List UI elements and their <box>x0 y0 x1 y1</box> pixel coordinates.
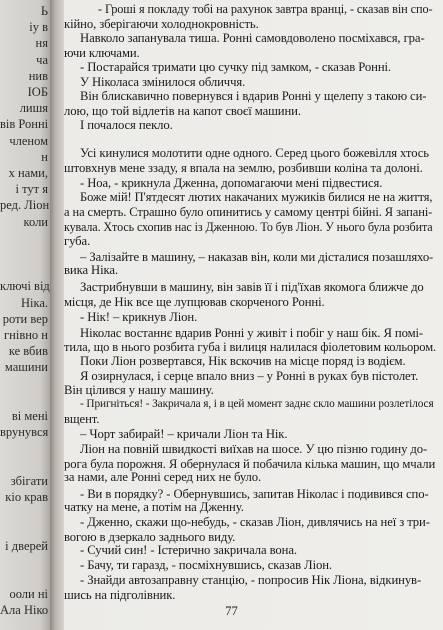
left-page-line: Ніка. <box>20 295 48 310</box>
text-line: Він цілився у нашу машину. <box>64 383 214 397</box>
left-page-line: Ала Ніко <box>0 603 49 618</box>
left-page-line: вів Ронні <box>0 117 49 132</box>
left-page-line: ві мені <box>11 409 48 423</box>
text-line: ючи ключами. <box>64 46 140 60</box>
text-line: - Нік! – крикнув Ліон. <box>80 310 198 324</box>
left-page-line: кіо крав <box>5 490 48 504</box>
left-page-line: лишя <box>19 101 48 116</box>
text-line: Боже мій! П'ятдесят лютих накачаних мужиків билися не на життя, <box>80 190 433 204</box>
left-page-line: ІОБ <box>27 85 48 99</box>
text-line: - Постарайся тримати цю сучку під замком, - сказав Ронні. <box>80 60 392 74</box>
text-line: - Бачу, ти гаразд, - посміхнувшись, сказав Ліон. <box>80 558 332 572</box>
book-gutter <box>50 0 64 630</box>
text-line: І почалося пекло. <box>80 118 173 132</box>
text-line: - Ви в порядку? - Обернувшись, запитав Ніколас і подивився спо- <box>80 487 429 501</box>
left-page-line: ня <box>35 36 48 51</box>
text-line: Він блискавично повернувся і вдарив Ронні у щелепу з такою си- <box>80 89 427 103</box>
text-line: - Сучий син! - Істерично закричала вона. <box>80 543 297 557</box>
text-line: У Ніколаса змінилося обличчя. <box>80 75 246 89</box>
text-line: Усі кинулися молотити одне одного. Серед цього божевілля хтось <box>80 146 429 160</box>
text-line: вогою в дзеркало заднього виду. <box>64 530 236 544</box>
text-line: - Дженно, скажи що-небудь, - сказав Ліон, дивлячись на неї з три- <box>80 515 430 529</box>
left-page-line: машини <box>4 360 48 375</box>
left-page-line: іу в <box>29 20 48 35</box>
text-line: Застрибнувши в машину, він завів її і під'їхав якомога ближче до <box>80 280 424 294</box>
text-line: – Залізайте в машину, – наказав він, коли ми дісталися позашляхо- <box>80 250 434 264</box>
left-page-line: ча <box>36 52 48 67</box>
text-line: за нами, але Ронні серед них не було. <box>64 470 262 484</box>
left-page-line: гнівно н <box>4 328 48 342</box>
text-line: - Гроші я покладу тобі на рахунок завтра вранці, - сказав він спо- <box>98 2 433 16</box>
text-line: місця, де Нік все ще лупцював скорченого Ронні. <box>64 295 325 309</box>
text-line: вика Ніка. <box>64 263 119 277</box>
page-number: 77 <box>225 604 238 618</box>
text-line: – Чорт забирай! – кричали Ліон та Нік. <box>80 427 288 441</box>
text-line: кійно, зберігаючи холоднокровність. <box>64 17 259 31</box>
left-page-line: коли <box>23 214 48 229</box>
text-line: Навколо запанувала тиша. Ронні самовдоволено посміхався, гра- <box>80 31 425 45</box>
text-line: Поки Ліон розвертався, Нік вскочив на місце поряд із водієм. <box>80 354 406 368</box>
text-line: Я озирнулася, і серце впало вниз – у Ронні в руках був пістолет. <box>80 369 419 383</box>
left-page-line: н <box>41 149 48 164</box>
text-line: рога була порожня. Я обернулася й побачила кілька машин, що мчали <box>64 457 436 471</box>
text-line: - Знайди автозаправну станцію, - попросив Нік Ліона, відкинув- <box>80 573 422 587</box>
left-page-line: роти вер <box>2 311 48 326</box>
text-line: штовхнув мене ззаду, я впала на землю, розбивши коліна та долоні. <box>64 161 423 175</box>
left-page-line: членом <box>9 133 48 148</box>
left-page-fragment <box>0 0 52 630</box>
left-page-line: ооли ні <box>9 587 48 602</box>
text-line: лою, що той відлетів на капот своєї машини. <box>64 104 301 118</box>
text-line: - Ноа, - крикнула Дженна, допомагаючи мені підвестися. <box>80 176 383 190</box>
left-page-line: і дверей <box>5 538 48 553</box>
left-page-line: врунувся <box>0 425 49 440</box>
text-line: губа. <box>64 234 91 248</box>
left-page-line: і тут я <box>15 182 48 197</box>
left-page-line: ключі від <box>0 279 50 294</box>
left-page-line: нив <box>28 68 48 83</box>
left-page-line: збігати <box>10 473 48 488</box>
left-page-line: ред. Ліон <box>0 198 50 213</box>
text-line: чатку на мене, а потім на Дженну. <box>64 500 244 514</box>
left-page-line: х нами, <box>8 166 48 180</box>
text-line: а на смерть. Страшно було опинитись у самому центрі бійні. Я запані- <box>64 205 433 219</box>
text-line: кувала. Хтось схопив нас із Дженною. То був Ліон. У нього була розбита <box>64 220 433 234</box>
left-page-line: ке вбив <box>8 344 48 359</box>
left-page-line: Ь <box>40 4 48 18</box>
text-line: шись на підголівник. <box>64 588 176 602</box>
text-line: Ніколас востаннє вдарив Ронні у живіт і побіг у наш бік. Я помі- <box>80 326 424 340</box>
text-line: Ліон на повній швидкості виїхав на шосе. У цю пізню годину до- <box>80 442 428 456</box>
text-line: тила, що в нього розбита губа і вилиця налилася фіолетовим кольором. <box>64 340 437 354</box>
text-line: вщент. <box>64 412 100 426</box>
text-line: - Пригніться! - Закричала я, і в цей момент заднє скло машини розлетілося <box>80 398 434 410</box>
